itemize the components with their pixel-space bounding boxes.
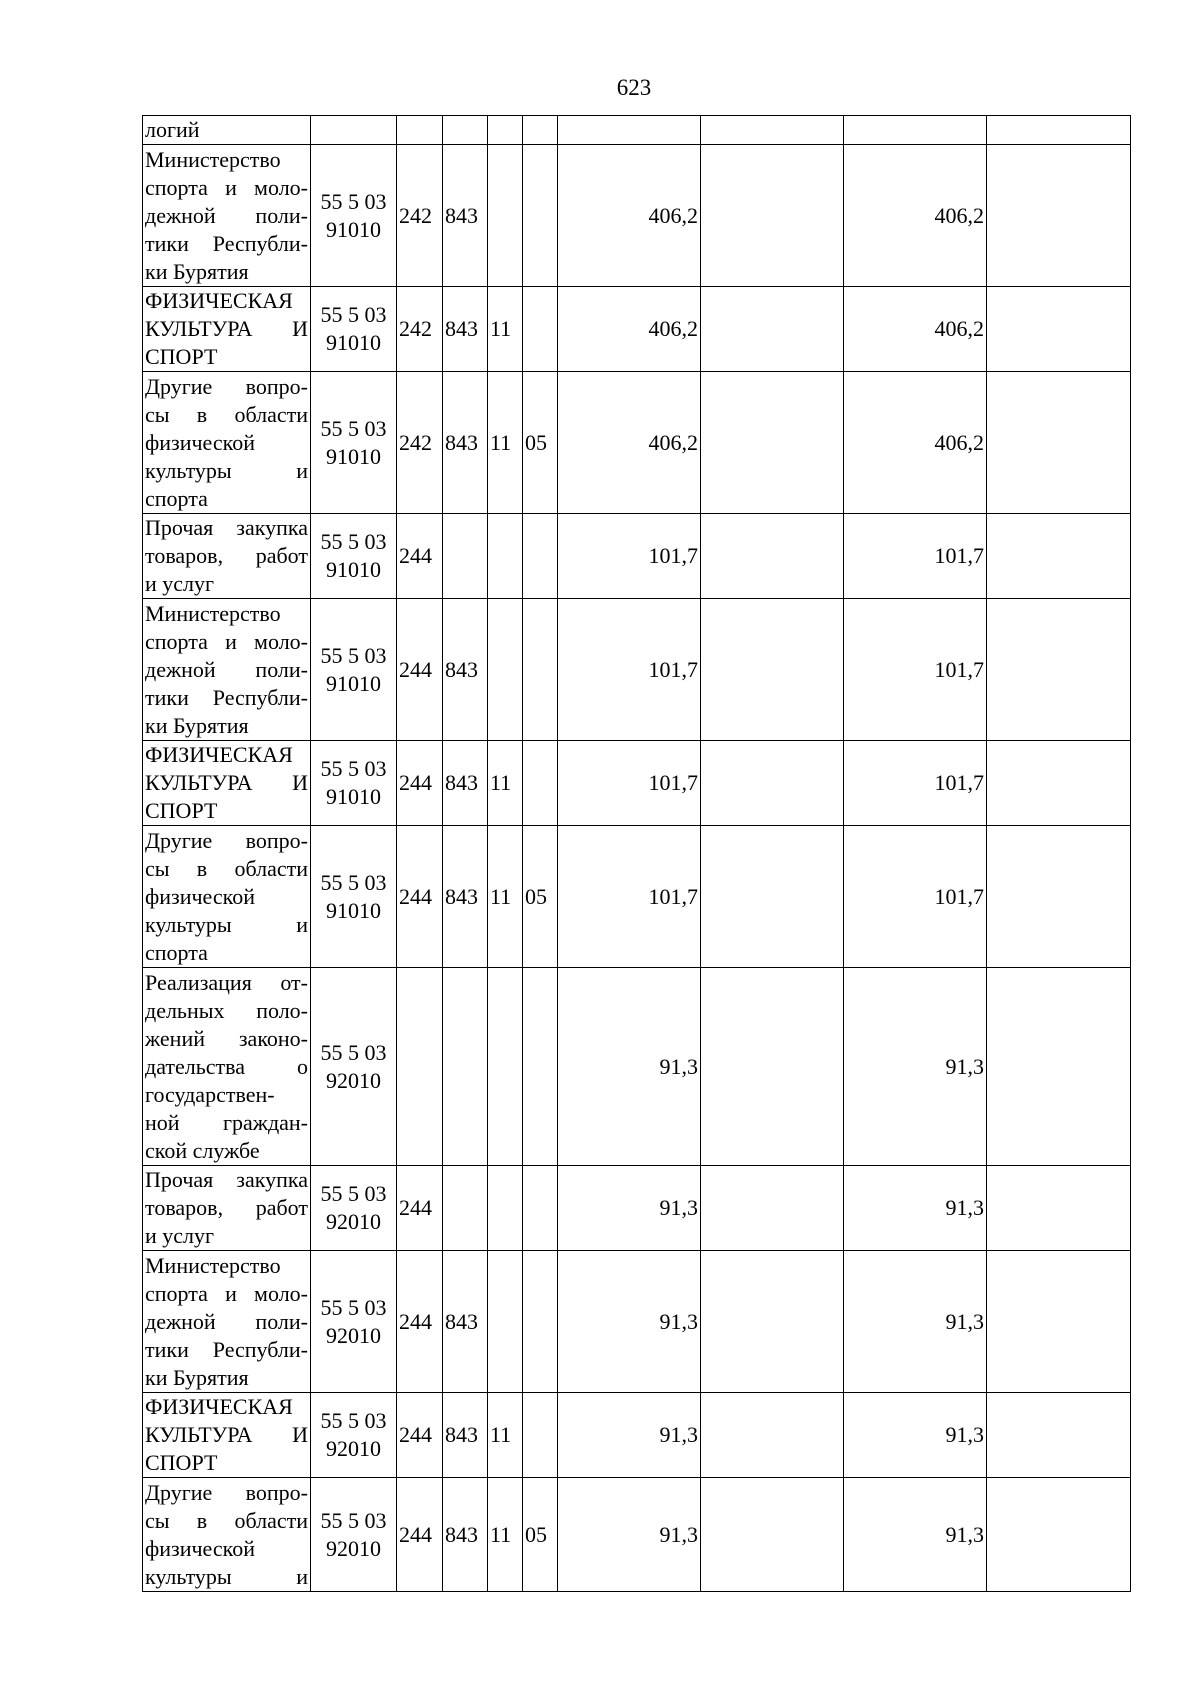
row-grbs: 843 [443, 1478, 488, 1592]
row-sum-1: 91,3 [558, 1251, 701, 1393]
row-grbs: 843 [443, 1393, 488, 1478]
row-rz [488, 1166, 523, 1251]
row-sum-2: 101,7 [844, 599, 987, 741]
csr-part: 92010 [326, 1209, 381, 1234]
row-blank-1 [701, 116, 844, 145]
csr-part: 91010 [326, 897, 381, 923]
row-name: Другие вопро- сы в области физической культуры и спорта [143, 826, 311, 968]
table-row [143, 741, 1131, 826]
row-sum-2: 406,2 [844, 372, 987, 514]
row-blank-1 [701, 372, 844, 514]
row-blank-2 [987, 145, 1131, 287]
row-vr: 244 [397, 1393, 443, 1478]
csr-part: 55 5 03 [320, 642, 387, 668]
row-sum-1: 101,7 [558, 599, 701, 741]
row-blank-2 [987, 372, 1131, 514]
row-blank-2 [987, 514, 1131, 599]
row-sum-2: 91,3 [844, 1393, 987, 1478]
row-rz [488, 116, 523, 145]
row-sum-1: 406,2 [558, 372, 701, 514]
row-blank-2 [987, 287, 1131, 372]
row-grbs: 843 [443, 741, 488, 826]
row-name: Реализация от- дельных поло- жений законо- дательства о государствен- ной граждан- ской службе [143, 968, 311, 1166]
row-name: Другие вопро- сы в области физической культуры и спорта [143, 372, 311, 514]
csr-part: 55 5 03 [320, 1408, 387, 1433]
row-rz: 11 [488, 287, 523, 372]
row-pr: 05 [523, 372, 558, 514]
row-sum-2: 101,7 [844, 741, 987, 826]
row-vr: 242 [397, 145, 443, 287]
row-sum-1 [558, 116, 701, 145]
row-rz: 11 [488, 741, 523, 826]
row-sum-2: 91,3 [844, 1251, 987, 1393]
csr-part: 55 5 03 [320, 1181, 387, 1206]
row-grbs: 843 [443, 1251, 488, 1393]
row-rz [488, 145, 523, 287]
row-pr [523, 741, 558, 826]
row-vr: 244 [397, 599, 443, 741]
row-sum-2: 406,2 [844, 145, 987, 287]
row-rz: 11 [488, 1393, 523, 1478]
row-rz [488, 514, 523, 599]
row-rz [488, 1251, 523, 1393]
row-blank-2 [987, 1166, 1131, 1251]
row-sum-1: 101,7 [558, 741, 701, 826]
table-row [143, 1251, 1131, 1393]
row-name: ФИЗИЧЕСКАЯ КУЛЬТУРА И СПОРТ [143, 1393, 311, 1478]
row-name: Другие вопро- сы в области физической культуры и [143, 1478, 311, 1592]
csr-part: 55 5 03 [320, 188, 387, 214]
row-sum-2: 91,3 [844, 1478, 987, 1592]
row-blank-1 [701, 741, 844, 826]
row-grbs: 843 [443, 826, 488, 968]
csr-part: 55 5 03 [320, 756, 387, 781]
row-rz: 11 [488, 372, 523, 514]
row-csr [311, 1478, 397, 1592]
row-pr [523, 1166, 558, 1251]
row-sum-1: 91,3 [558, 1393, 701, 1478]
row-sum-1: 101,7 [558, 826, 701, 968]
row-blank-2 [987, 1478, 1131, 1592]
row-pr [523, 514, 558, 599]
row-rz [488, 968, 523, 1166]
row-sum-1: 91,3 [558, 1166, 701, 1251]
page-number: 623 [616, 75, 652, 100]
row-csr [311, 1251, 397, 1393]
table-body [143, 116, 1131, 1592]
row-grbs: 843 [443, 372, 488, 514]
row-blank-1 [701, 826, 844, 968]
csr-part: 92010 [326, 1322, 381, 1348]
budget-table [142, 115, 1131, 1592]
row-blank-1 [701, 1478, 844, 1592]
row-sum-2 [844, 116, 987, 145]
row-grbs [443, 1166, 488, 1251]
csr-part: 92010 [326, 1067, 381, 1093]
row-sum-2: 101,7 [844, 826, 987, 968]
row-csr [311, 287, 397, 372]
csr-part: 92010 [326, 1535, 381, 1561]
row-sum-2: 406,2 [844, 287, 987, 372]
row-pr: 05 [523, 1478, 558, 1592]
row-name: логий [143, 116, 311, 145]
csr-part: 55 5 03 [320, 1507, 387, 1533]
row-grbs: 843 [443, 145, 488, 287]
row-pr: 05 [523, 826, 558, 968]
table-row [143, 514, 1131, 599]
table-row [143, 826, 1131, 968]
row-blank-1 [701, 1166, 844, 1251]
row-blank-1 [701, 1393, 844, 1478]
row-csr [311, 116, 397, 145]
row-blank-2 [987, 968, 1131, 1166]
row-vr: 244 [397, 1478, 443, 1592]
row-sum-1: 91,3 [558, 1478, 701, 1592]
row-grbs [443, 514, 488, 599]
csr-part: 55 5 03 [320, 1039, 387, 1065]
row-rz: 11 [488, 1478, 523, 1592]
row-blank-1 [701, 599, 844, 741]
row-pr [523, 1251, 558, 1393]
row-pr [523, 145, 558, 287]
row-name: Прочая закупка товаров, работ и услуг [143, 514, 311, 599]
row-vr: 244 [397, 826, 443, 968]
row-pr [523, 1393, 558, 1478]
csr-part: 91010 [326, 443, 381, 469]
row-vr [397, 968, 443, 1166]
row-csr [311, 599, 397, 741]
row-pr [523, 287, 558, 372]
row-csr [311, 514, 397, 599]
row-vr: 244 [397, 741, 443, 826]
table-row [143, 599, 1131, 741]
row-blank-1 [701, 287, 844, 372]
csr-part: 91010 [326, 784, 381, 809]
row-sum-1: 406,2 [558, 145, 701, 287]
csr-part: 55 5 03 [320, 529, 387, 554]
csr-part: 55 5 03 [320, 415, 387, 441]
row-pr [523, 599, 558, 741]
row-sum-1: 406,2 [558, 287, 701, 372]
row-blank-2 [987, 599, 1131, 741]
table-row [143, 145, 1131, 287]
table-row [143, 116, 1131, 145]
row-name: Министерство спорта и моло- дежной поли- тики Республи- ки Бурятия [143, 145, 311, 287]
row-vr: 244 [397, 1166, 443, 1251]
row-grbs [443, 968, 488, 1166]
row-pr [523, 116, 558, 145]
table-row [143, 1393, 1131, 1478]
row-vr [397, 116, 443, 145]
row-grbs: 843 [443, 599, 488, 741]
row-blank-2 [987, 1251, 1131, 1393]
row-csr [311, 1166, 397, 1251]
row-sum-2: 91,3 [844, 1166, 987, 1251]
row-blank-1 [701, 1251, 844, 1393]
row-csr [311, 741, 397, 826]
csr-part: 91010 [326, 670, 381, 696]
row-blank-1 [701, 145, 844, 287]
row-sum-1: 101,7 [558, 514, 701, 599]
row-csr [311, 1393, 397, 1478]
table-row [143, 372, 1131, 514]
csr-part: 91010 [326, 557, 381, 582]
row-blank-2 [987, 741, 1131, 826]
row-vr: 242 [397, 287, 443, 372]
row-vr: 242 [397, 372, 443, 514]
row-pr [523, 968, 558, 1166]
row-vr: 244 [397, 1251, 443, 1393]
row-blank-1 [701, 968, 844, 1166]
row-name: Прочая закупка товаров, работ и услуг [143, 1166, 311, 1251]
csr-part: 91010 [326, 330, 381, 355]
row-vr: 244 [397, 514, 443, 599]
row-name: ФИЗИЧЕСКАЯ КУЛЬТУРА И СПОРТ [143, 741, 311, 826]
row-rz [488, 599, 523, 741]
csr-part: 91010 [326, 216, 381, 242]
row-blank-1 [701, 514, 844, 599]
row-blank-2 [987, 116, 1131, 145]
row-blank-2 [987, 1393, 1131, 1478]
row-name: Министерство спорта и моло- дежной поли- тики Республи- ки Бурятия [143, 1251, 311, 1393]
csr-part: 55 5 03 [320, 1294, 387, 1320]
row-sum-2: 101,7 [844, 514, 987, 599]
row-csr [311, 372, 397, 514]
table-row [143, 287, 1131, 372]
row-csr [311, 826, 397, 968]
table-row [143, 1166, 1131, 1251]
csr-part: 55 5 03 [320, 302, 387, 327]
row-rz: 11 [488, 826, 523, 968]
row-name: ФИЗИЧЕСКАЯ КУЛЬТУРА И СПОРТ [143, 287, 311, 372]
table-row [143, 1478, 1131, 1592]
csr-part: 55 5 03 [320, 869, 387, 895]
row-blank-2 [987, 826, 1131, 968]
row-sum-2: 91,3 [844, 968, 987, 1166]
row-csr [311, 968, 397, 1166]
row-name: Министерство спорта и моло- дежной поли- тики Республи- ки Бурятия [143, 599, 311, 741]
row-csr [311, 145, 397, 287]
table-row [143, 968, 1131, 1166]
row-sum-1: 91,3 [558, 968, 701, 1166]
row-grbs: 843 [443, 287, 488, 372]
csr-part: 92010 [326, 1436, 381, 1461]
row-grbs [443, 116, 488, 145]
